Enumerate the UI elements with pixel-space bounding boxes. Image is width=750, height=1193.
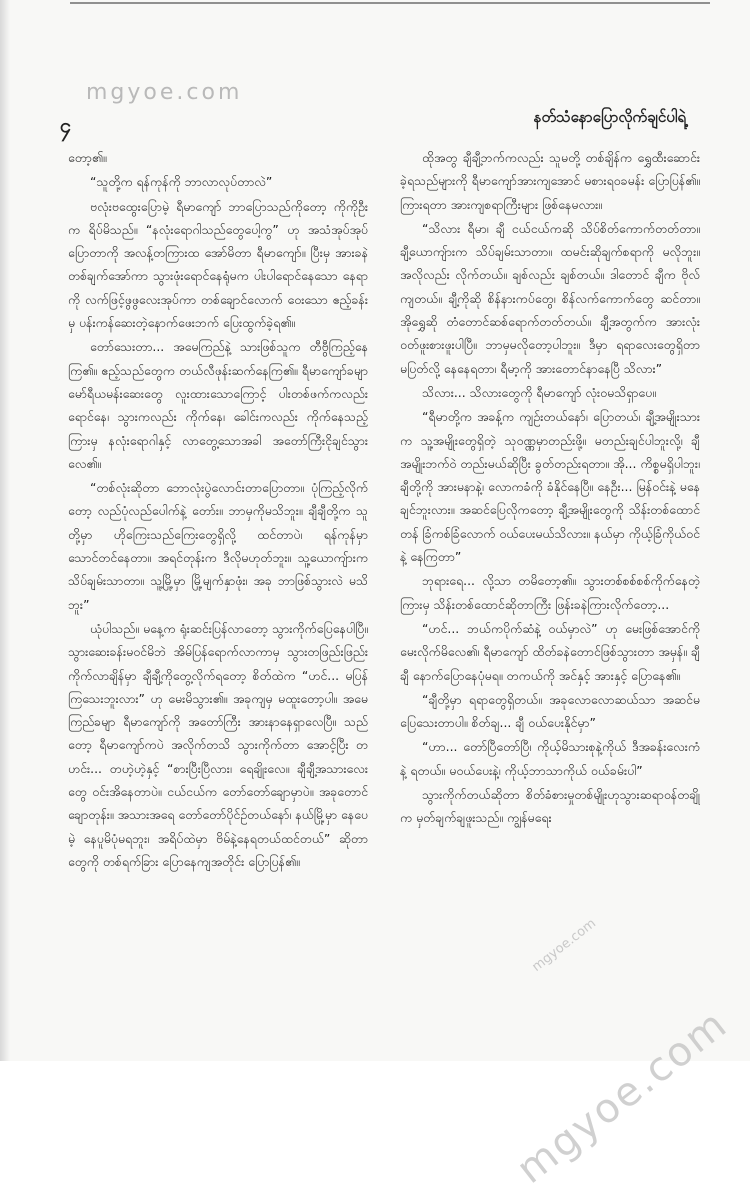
page-number: ၄ bbox=[60, 113, 72, 137]
watermark-corner-small: mgyoe.com bbox=[529, 916, 599, 975]
paragraph: ဘုရားရေ... လို့သာ တမိတော့၏။ သွားတစ်စစ်စစ်ကိုက်နေတဲ့ကြားမှ သိန်းတစ်ထောင်ဆိုတာကြီး ဖြန်းခနဲကြားလိုက်တော့... bbox=[400, 573, 700, 612]
left-column bbox=[68, 146, 368, 1046]
paragraph: သိလား... သိလားတွေကို ရီမာကျော် လုံးဝမသိရှာပေ။ bbox=[422, 384, 656, 400]
paragraph: ယုံပါသည်။ မနေ့က ရုံးဆင်းပြန်လာတော့ သွားကိုက်ပြေနေပါပြီ။ သွားဆေးခန်းမဝင်မိဘဲ အိမ်ပြန်ရောက်လာကာမှ သွားတဖြည်းဖြည်းကိုက်လာချိန်မှာ ချီချီ့ကိုတွေ့လိုက်ရတော့ စိတ်ထဲက “ဟင်... မပြန်ကြသေးဘူးလား” ဟု မေးမိသွား၏။ အခုကျမှ မထူးတော့ပါ။ အမေကြည်ခမျာ ရီမာကျော်ကို အတော်ကြီး အားနာနေရှာလေပြီ။ သည်တော့ ရီမာကျော်ကပဲ အလိုက်တသိ သွားကိုက်တာ အောင့်ပြီး တဟင်း... တဟဲ့ဟဲ့နှင့် “စားပြီးပြီလား၊ ရေချိုးလေ။ ချီချီ့အသားလေးတွေ ဝင်းအိနေတာပဲ။ ငယ်ငယ်က တော်တော်ချောမှာပဲ။ အခုတောင် ချောတုန်း။ အသားအရေ တော်တော်ပိုင်ဉ်တယ်နော်၊ နယ်မြို့မှာ နေပေမဲ့ နေပူမိပုံမရဘူး၊ အရိပ်ထဲမှာ ဗိမ်နဲ့နေရတယ်ထင်တယ်” ဆိုတာတွေကို တစ်ရက်ခြား ပြောနေကျအတိုင်း ပြောပြန်၏။ bbox=[68, 620, 368, 869]
watermark-top: mgyoe.com bbox=[86, 80, 243, 105]
paragraph: သွားကိုက်တယ်ဆိုတာ စိတ်ခံစားမှုတစ်မျိုးဟုသွားဆရာဝန်တချို့က မှတ်ချက်ချဖူးသည်။ ကျွန်မရေး bbox=[400, 787, 700, 826]
running-title: နတ်သံနောပြောလိုက်ချင်ပါရဲ့ bbox=[533, 108, 686, 126]
scan-shadow bbox=[0, 0, 10, 1061]
paragraph: “ချီတို့မှာ ရရာတွေရှိတယ်။ အခုလောလောဆယ်သာ အဆင်မပြေသေးတာပါ။ စိတ်ချ... ချီ ဝယ်ပေးနိုင်မှာ” bbox=[400, 691, 700, 731]
right-column bbox=[400, 146, 700, 1046]
paragraph: “ဟာ... တော်ပြီတော်ပြီ၊ ကိုယ့်မိသားစုနဲ့ကိုယ် ဒီအခန်းလေးကံနဲ့ ရတယ်။ မဝယ်ပေးနဲ့၊ ကိုယ့်ဘာသာကိုယ် ဝယ်ခမ်းပါ” bbox=[400, 739, 700, 778]
scan-edge-line bbox=[70, 2, 710, 14]
paragraph: တော်သေးတာ... အမေကြည်နဲ့ သားဖြစ်သူက တီဗွီကြည့်နေကြ၏။ ဧည့်သည်တွေက တယ်လီဖုန်းဆက်နေကြ၏။ ရီမာကျော်ခမျာ မော်ရီယမန်းဆေးတွေ လူးထားသောကြောင့် ပါးတစ်ဖက်ကလည်း ရောင်နေ၊ သွားကလည်း ကိုက်နေ၊ ခေါင်းကလည်း ကိုက်နေသည့်ကြားမှ နလုံးရောဂါနှင့် လာတွေ့သောအခါ အတော်ကြီးငိုချင်သွားလေ၏။ bbox=[68, 339, 368, 471]
watermark-corner: mgyoe.com bbox=[508, 1000, 736, 1193]
paragraph: တော့၏။ bbox=[68, 150, 107, 165]
paragraph: “သိလား ရီမာ၊ ချီ ငယ်ငယ်ကဆို သိပ်စိတ်ကောက်တတ်တာ။ ချီ့ယောကျ်ားက သိပ်ချမ်းသာတာ။ ထမင်းဆိုချက်စရာကို မလိုဘူး။ အလိုလည်း လိုက်တယ်။ ချစ်လည်း ချစ်တယ်။ ဒါတောင် ချီက ဗိုလ်ကျတယ်။ ချီ့ကိုဆို စိန်နားကပ်တွေ၊ စိန်လက်ကောက်တွေ ဆင်တာ။ အိုရွှေဆို တံတောင်ဆစ်ရောက်တတ်တယ်။ ချီ့အတွက်က အားလုံး ဝတ်ဖူးစားဖူးပါပြီ။ ဘာမှမလိုတော့ပါဘူး။ ဒီမှာ ရရာလေးတွေရှိတာ မပြတ်လို့ နေနေရတာ၊ ရီမာ့ကို အားတောင်နာနေပြီ သိလား” bbox=[400, 220, 700, 376]
paragraph: “သူတို့က ရန်ကုန်ကို ဘာလာလုပ်တာလဲ” bbox=[90, 174, 273, 190]
paragraph: “တစ်လုံးဆိုတာ ဘောလုံးပွဲလောင်းတာပြောတာ။ ပုံကြည့်လိုက်တော့ လည်ပုံလည်ပေါက်နဲ့ တော်း။ ဘာမှကိုမသိဘူး။ ချီချီတို့က သူတို့မှာ ဟိုကြေးသည်ကြေးတွေရှိလို့ ထင်တာပဲ၊ ရန်ကုန်မှာ သောင်တင်နေတာ။ အရင်တုန်းက ဒီလိုမဟုတ်ဘူး။ သူ့ယောကျ်ားက သိပ်ချမ်းသာတာ။ သူ့မြို့မှာ မြို့မျက်နှာဖုံး၊ အခု ဘာဖြစ်သွားလဲ မသိဘူး” bbox=[68, 480, 368, 612]
paragraph: ထိုအတွ ချီချီ့ဘက်ကလည်း သူမတို့ တစ်ချိန်က ရွှေထီးဆောင်းခဲ့ရသည်များကို ရီမာကျော်အားကျအောင် မစားရဝခမန်း ပြောပြန်၏။ ကြားရတာ အားကျစရာကြီးများ ဖြစ်နေမလား။ bbox=[400, 150, 700, 212]
paragraph: “ဟင်... ဘယ်ကပိုက်ဆံနဲ့ ဝယ်မှာလဲ” ဟု မေးဖြစ်အောင်ကို မေးလိုက်မိလေ၏၊ ရီမာကျော် ထိတ်ခနဲတောင်ဖြစ်သွားတာ အမှန်။ ချီချီ နောက်ပြောနေပုံမရ။ တကယ်ကို အင်နှင့် အားနှင့် ပြောနေ၏။ bbox=[400, 620, 700, 683]
paragraph: ဗလုံးဗထွေးပြောမဲ့ ရီမာကျော် ဘာပြောသည်ကိုတော့ ကိုကိုဦးက ရိပ်မိသည်။ “နလုံးရောဂါသည်တွေပေါ့ကွ” ဟု အသံအုပ်အုပ် ပြောတာကို အလန့်တကြားထ အော်မိတာ ရီမာကျော်။ ပြီးမှ အားခနဲတစ်ချက်အော်ကာ သွားဖုံးရောင်နေရုံမက ပါးပါရောင်နေသော နေရာကို လက်ဖြင့်ဖွဖွလေးအုပ်ကာ တစ်ချောင်လောက် ဝေးသော ဧည့်ခန်းမှ ပန်းကန်ဆေးတဲ့နောက်ဖေးဘက် ပြေးထွက်ခဲ့ရ၏။ bbox=[68, 198, 368, 331]
paragraph: “ရီမာတို့က အခန့်က ကျဉ်းတယ်နော်၊ ပြောတယ်၊ ချီ့အမျိုးသားက သူ့အမျိုးတွေရှိတဲ့ သုဝဏ္ဏမှာတည်းဖို့။ မတည်းချင်ပါဘူးလို့၊ ချီ့အမျိုးဘက်ဝဲ တည်းမယ်ဆိုပြီး ခွတ်တည်းရတာ။ အို... ကိစ္စမရှိပါဘူး၊ ချီတို့ကို အားမနာနဲ့၊ လောကခံကို ခံနိုင်နေပြီ။ နေဦး... မြန်ဝင်းနဲ့ မနေချင်ဘူးလား။ အဆင်ပြေလိုကတော့ ချီ့အမျိုးတွေကို သိန်းတစ်ထောင်တန် ခြံကစ်ခြံလောက် ဝယ်ပေးမယ်သိလား။ နယ်မှာ ကိုယ့်ခြံကိုယ်ဝင်နဲ့ နေကြတာ” bbox=[400, 409, 700, 565]
